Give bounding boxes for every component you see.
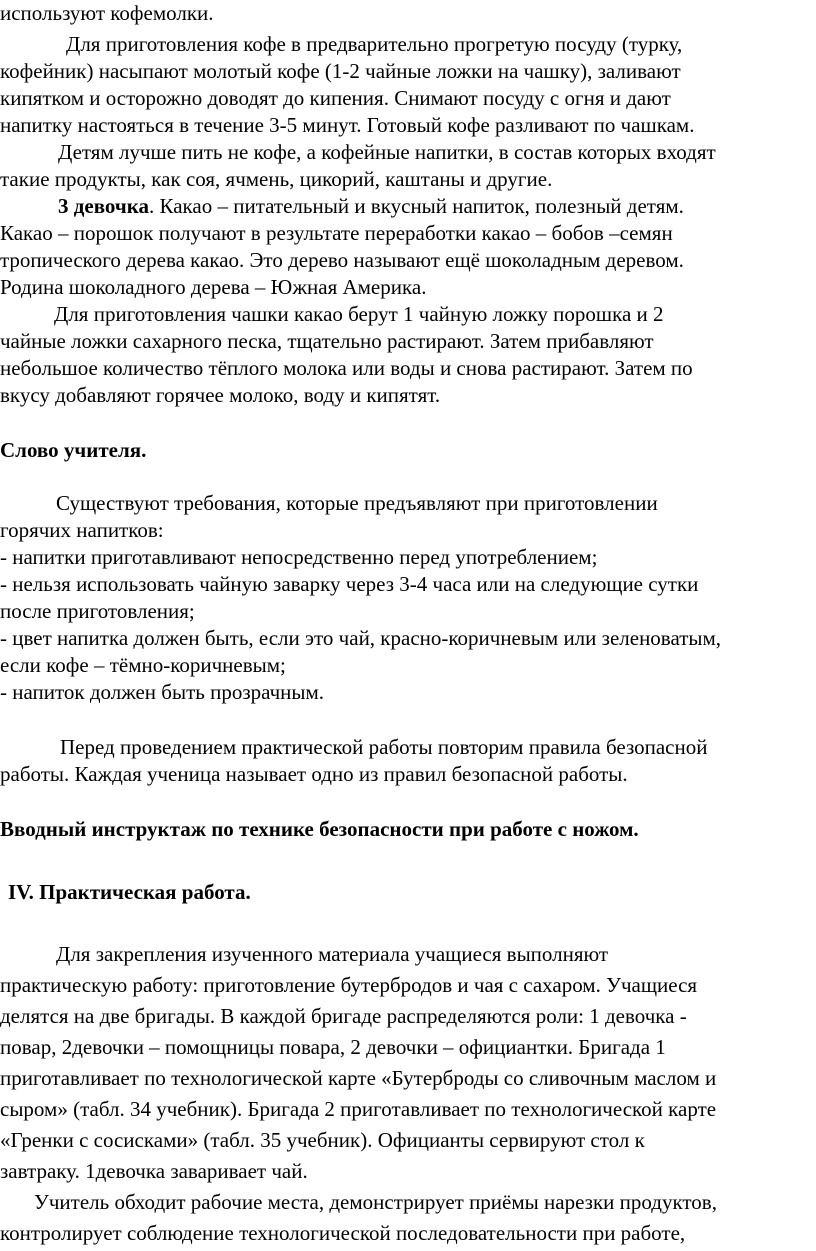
text-line: Перед проведением практической работы повторим правила безопасной xyxy=(60,735,708,759)
text-line: небольшое количество тёплого молока или воды и снова растирают. Затем по xyxy=(0,356,693,380)
text-line: «Гренки с сосисками» (табл. 35 учебник). Официанты сервируют стол к xyxy=(0,1128,645,1152)
text-line: Какао – порошок получают в результате переработки какао – бобов –семян xyxy=(0,221,673,245)
girl3-paragraph-start xyxy=(58,193,684,219)
girl3-text: . Какао – питательный и вкусный напиток, полезный детям. xyxy=(148,194,684,218)
text-line: чайные ложки сахарного песка, тщательно растирают. Затем прибавляют xyxy=(0,329,654,353)
text-line: Родина шоколадного дерева – Южная Америка. xyxy=(0,275,427,299)
girl3-label: 3 девочка xyxy=(58,194,149,218)
text-line: такие продукты, как соя, ячмень, цикорий, каштаны и другие. xyxy=(0,167,553,191)
text-line: завтраку. 1девочка заваривает чай. xyxy=(0,1159,308,1183)
text-line: используют кофемолки. xyxy=(0,1,214,25)
text-line: тропического дерева какао. Это дерево называют ещё шоколадным деревом. xyxy=(0,248,684,272)
text-line: кипятком и осторожно доводят до кипения. Снимают посуду с огня и дают xyxy=(0,86,671,110)
practice-heading: IV. Практическая работа. xyxy=(8,880,251,904)
list-item: - напитки приготавливают непосредственно перед употреблением; xyxy=(0,545,598,569)
text-line: приготавливает по технологической карте «Бутерброды со сливочным маслом и xyxy=(0,1066,717,1090)
text-line: практическую работу: приготовление бутербродов и чая с сахаром. Учащиеся xyxy=(0,973,698,997)
list-item: - нельзя использовать чайную заварку через 3-4 часа или на следующие сутки xyxy=(0,572,699,596)
briefing-heading: Вводный инструктаж по технике безопасности при работе с ножом. xyxy=(0,817,639,841)
text-line: Учитель обходит рабочие места, демонстрирует приёмы нарезки продуктов, xyxy=(34,1190,717,1214)
list-item: - цвет напитка должен быть, если это чай, красно-коричневым или зеленоватым, xyxy=(0,626,722,650)
text-line: после приготовления; xyxy=(0,599,195,623)
text-line: Для приготовления кофе в предварительно прогретую посуду (турку, xyxy=(66,32,683,56)
text-line: Детям лучше пить не кофе, а кофейные напитки, в состав которых входят xyxy=(58,140,716,164)
text-line: Для закрепления изученного материала учащиеся выполняют xyxy=(56,942,609,966)
text-line: если кофе – тёмно-коричневым; xyxy=(0,653,286,677)
teacher-heading: Слово учителя. xyxy=(0,438,147,462)
text-line: кофейник) насыпают молотый кофе (1-2 чайные ложки на чашку), заливают xyxy=(0,59,681,83)
text-line: Для приготовления чашки какао берут 1 чайную ложку порошка и 2 xyxy=(54,302,664,326)
text-line: делятся на две бригады. В каждой бригаде распределяются роли: 1 девочка - xyxy=(0,1004,687,1028)
text-line: сыром» (табл. 34 учебник). Бригада 2 приготавливает по технологической карте xyxy=(0,1097,717,1121)
text-line: Существуют требования, которые предъявляют при приготовлении xyxy=(56,491,658,515)
text-line: повар, 2девочки – помощницы повара, 2 девочки – официантки. Бригада 1 xyxy=(0,1035,666,1059)
text-line: напитку настояться в течение 3-5 минут. Готовый кофе разливают по чашкам. xyxy=(0,113,695,137)
text-line: горячих напитков: xyxy=(0,518,164,542)
text-line: контролирует соблюдение технологической последовательности при работе, xyxy=(0,1221,686,1245)
list-item: - напиток должен быть прозрачным. xyxy=(0,680,325,704)
text-line: работы. Каждая ученица называет одно из правил безопасной работы. xyxy=(0,762,628,786)
text-line: вкусу добавляют горячее молоко, воду и кипятят. xyxy=(0,383,441,407)
